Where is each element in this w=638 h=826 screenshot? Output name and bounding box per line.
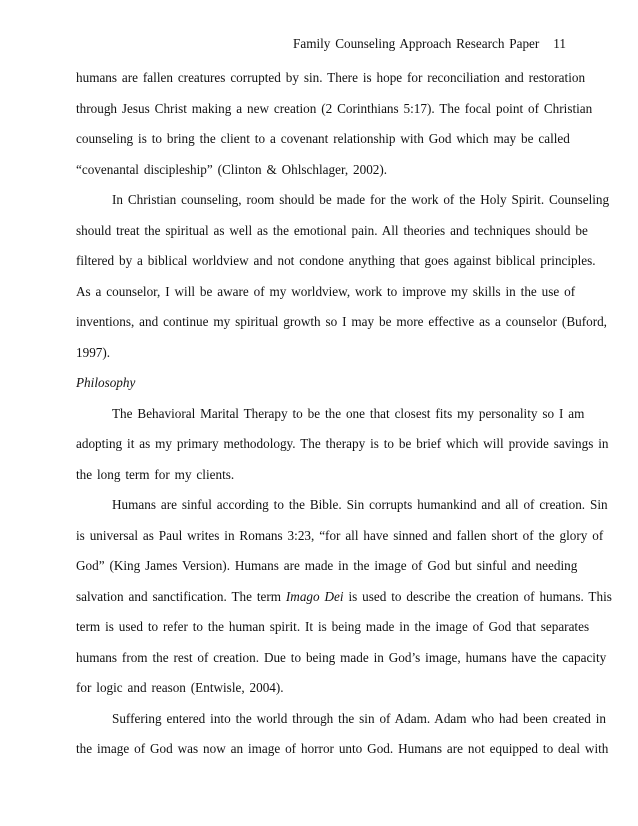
- text-line: the image of God was now an image of horror unto God. Humans are not equipped to deal with: [76, 741, 609, 756]
- text-line: for logic and reason (Entwisle, 2004).: [76, 680, 284, 695]
- text-line: counseling is to bring the client to a covenant relationship with God which may be called: [76, 131, 570, 146]
- text-line: term is used to refer to the human spirit. It is being made in the image of God that separates: [76, 619, 590, 634]
- text-line: “covenantal discipleship” (Clinton & Ohlschlager, 2002).: [76, 161, 388, 177]
- text-line: is universal as Paul writes in Romans 3:23, “for all have sinned and fallen short of the glory of: [76, 527, 604, 543]
- text-line: God” (King James Version). Humans are made in the image of God but sinful and needing: [76, 558, 578, 573]
- text-line: the long term for my clients.: [76, 466, 235, 482]
- section-heading: Philosophy: [76, 375, 136, 390]
- text-fragment: is used to describe the creation of humans. This: [343, 588, 612, 604]
- running-title: Family Counseling Approach Research Paper: [293, 36, 540, 51]
- text-line: [76, 586, 612, 617]
- body-text: [76, 67, 612, 769]
- page-number: 11: [553, 36, 566, 51]
- text-line: humans from the rest of creation. Due to being made in God’s image, humans have the capacity: [76, 649, 607, 665]
- text-fragment: salvation and sanctification. The term: [76, 588, 286, 604]
- text-line: filtered by a biblical worldview and not condone anything that goes against biblical principles.: [76, 253, 596, 268]
- text-line: In Christian counseling, room should be made for the work of the Holy Spirit. Counseling: [112, 192, 610, 207]
- text-line: humans are fallen creatures corrupted by sin. There is hope for reconciliation and restoration: [76, 70, 586, 85]
- text-line: Suffering entered into the world through the sin of Adam. Adam who had been created in: [112, 710, 606, 726]
- text-line: should treat the spiritual as well as the emotional pain. All theories and techniques should be: [76, 222, 588, 238]
- text-line: inventions, and continue my spiritual growth so I may be more effective as a counselor (Buford,: [76, 314, 607, 329]
- text-line: Humans are sinful according to the Bible. Sin corrupts humankind and all of creation. Sin: [112, 497, 608, 512]
- text-line: The Behavioral Marital Therapy to be the one that closest fits my personality so I am: [112, 405, 585, 421]
- text-line: 1997).: [76, 344, 111, 360]
- text-line: As a counselor, I will be aware of my worldview, work to improve my skills in the use of: [76, 283, 576, 299]
- running-header: [293, 36, 566, 52]
- italic-term: Imago Dei: [285, 588, 344, 604]
- text-line: through Jesus Christ making a new creation (2 Corinthians 5:17). The focal point of Christian: [76, 100, 593, 116]
- text-line: adopting it as my primary methodology. The therapy is to be brief which will provide savings in: [76, 436, 609, 451]
